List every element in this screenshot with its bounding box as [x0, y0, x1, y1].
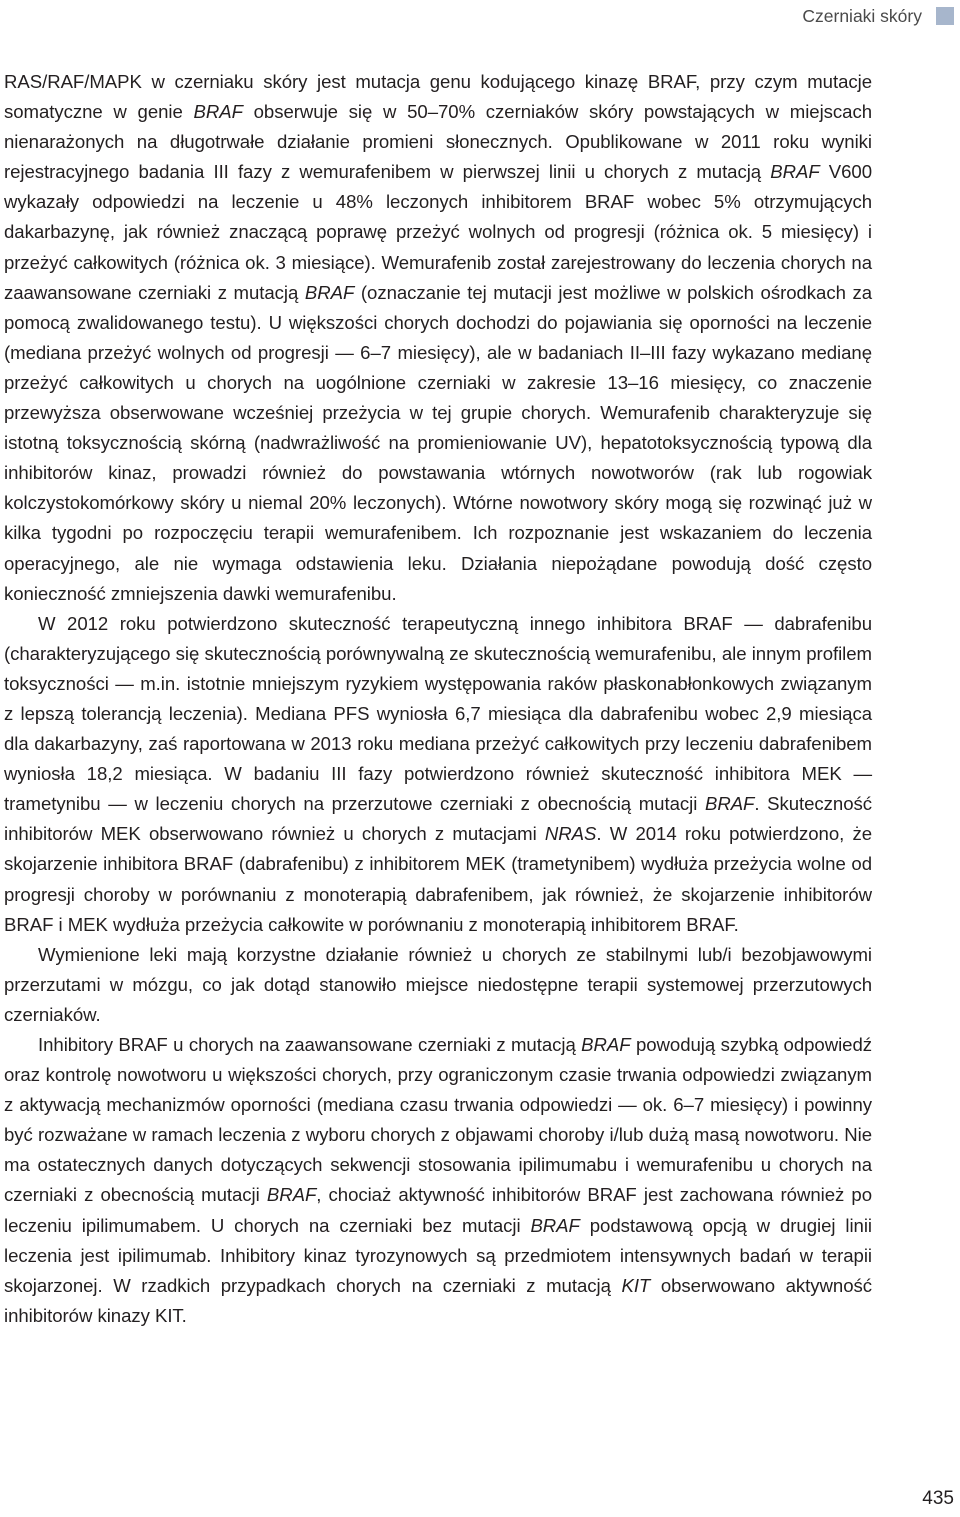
- header-square-marker: [936, 7, 954, 25]
- text-run: V600 wykazały odpowiedzi na leczenie u 48% leczonych inhibitorem BRAF wobec 5% otrzymujących dakarbazynę, jak również znaczącą poprawę przeżyć wolnych od progresji (różnica ok. 5 miesięcy) i przeżyć całkowitych (różnica ok. 3 miesiące). Wemurafenib został zarejestrowany do leczenia chorych na zaawansowane czerniaki z mutacją: [4, 161, 873, 303]
- text-run: obserwuje się w 50–70% czerniaków skóry powstających w miejscach nienarażonych na długotrwałe działanie promieni słonecznych. Opublikowane w 2011 roku wyniki rejestracyjnego badania III fazy z wemurafenibem w pierwszej linii u chorych z mutacją: [4, 101, 872, 183]
- paragraph: [4, 67, 872, 609]
- italic-term: KIT: [621, 1274, 651, 1296]
- italic-term: BRAF: [266, 1184, 317, 1206]
- paragraph: [4, 609, 872, 940]
- text-run: Wymienione leki mają korzystne działanie również u chorych ze stabilnymi lub/i bezobjawowymi przerzutami w mózgu, co jak dotąd stanowiło miejsce niedostępne terapii systemowej przerzutowych czerniaków.: [4, 943, 872, 1025]
- text-run: powodują szybką odpowiedź oraz kontrolę nowotworu u większości chorych, przy ograniczonym czasie trwania odpowiedzi związanym z aktywacją mechanizmów oporności (mediana czasu trwania odpowiedzi — ok. 6–7 miesięcy) i powinny być rozważane w ramach leczenia z wyboru chorych z objawami choroby i/lub dużą masą nowotworu. Nie ma ostatecznych danych dotyczących sekwencji stosowania ipilimumabu i wemurafenibu u chorych na czerniaki z obecnością mutacji: [4, 1034, 872, 1206]
- article-body: [4, 67, 872, 1331]
- running-header: [802, 6, 954, 26]
- text-run: obserwowano aktywność inhibitorów kinazy KIT.: [4, 1274, 872, 1326]
- page-number: 435: [922, 1488, 954, 1509]
- text-run: , chociaż aktywność inhibitorów BRAF jest zachowana również po leczeniu ipilimumabem. U chorych na czerniaki bez mutacji: [4, 1184, 872, 1236]
- text-run: W 2012 roku potwierdzono skuteczność terapeutyczną innego inhibitora BRAF — dabrafenibu (charakteryzującego się skutecznością porównywalną ze skutecznością wemurafenibu, ale innym profilem toksyczności — m.in. istotnie mniejszym ryzykiem występowania raków płaskonabłonkowych związanym z lepszą tolerancją leczenia). Mediana PFS wyniosła 6,7 miesiąca dla dabrafenibu wobec 2,9 miesiąca dla dakarbazyny, zaś raportowana w 2013 roku mediana przeżyć całkowitych przy leczeniu dabrafenibem wyniosła 18,2 miesiąca. W badaniu III fazy potwierdzono również skuteczność inhibitora MEK — trametynibu — w leczeniu chorych na przerzutowe czerniaki z obecnością mutacji: [4, 612, 872, 815]
- text-run: (oznaczanie tej mutacji jest możliwe w polskich ośrodkach za pomocą zwalidowanego testu). U większości chorych dochodzi do pojawiania się oporności na leczenie (mediana przeżyć wolnych od progresji — 6–7 miesięcy), ale w badaniach II–III fazy wykazano medianę przeżyć całkowitych u chorych na uogólnione czerniaki w zakresie 13–16 miesięcy, co znaczenie przewyższa obserwowane wcześniej przeżycia w tej grupie chorych. Wemurafenib charakteryzuje się istotną toksycznością skórną (nadwrażliwość na promieniowanie UV), hepatotoksycznością typową dla inhibitorów kinaz, prowadzi również do powstawania wtórnych nowotworów (rak lub rogowiak kolczystokomórkowy skóry u niemal 20% leczonych). Wtórne nowotwory skóry mogą się rozwinąć już w kilka tygodni po rozpoczęciu terapii wemurafenibem. Ich rozpoznanie jest wskazaniem do leczenia operacyjnego, ale nie wymaga odstawienia leku. Działania niepożądane powodują dość często konieczność zmniejszenia dawki wemurafenibu.: [4, 281, 873, 604]
- text-run: . Skuteczność inhibitorów MEK obserwowano również u chorych z mutacjami: [4, 793, 873, 845]
- text-run: Inhibitory BRAF u chorych na zaawansowane czerniaki z mutacją: [38, 1034, 582, 1055]
- italic-term: BRAF: [770, 161, 820, 183]
- italic-term: NRAS: [544, 823, 597, 845]
- italic-term: BRAF: [193, 101, 243, 123]
- running-header-title: Czerniaki skóry: [802, 5, 922, 26]
- text-run: RAS/RAF/MAPK w czerniaku skóry jest mutacja genu kodującego kinazę BRAF, przy czym mutacje somatyczne w genie: [4, 71, 872, 123]
- italic-term: BRAF: [530, 1214, 580, 1236]
- paragraph: [4, 1030, 872, 1331]
- text-run: . W 2014 roku potwierdzono, że skojarzenie inhibitora BRAF (dabrafenibu) z inhibitorem MEK (trametynibem) wydłuża przeżycia wolne od progresji choroby w porównaniu z monoterapią dabrafenibem, jak również, że skojarzenie inhibitorów BRAF i MEK wydłuża przeżycia całkowite w porównaniu z monoterapią inhibitorem BRAF.: [4, 823, 873, 935]
- text-run: podstawową opcją w drugiej linii leczenia jest ipilimumab. Inhibitory kinaz tyrozynowych są przedmiotem intensywnych badań w terapii skojarzonej. W rzadkich przypadkach chorych na czerniaki z mutacją: [4, 1214, 872, 1296]
- italic-term: BRAF: [704, 793, 755, 815]
- italic-term: BRAF: [581, 1034, 631, 1055]
- paragraph: [4, 940, 872, 1030]
- italic-term: BRAF: [304, 281, 355, 303]
